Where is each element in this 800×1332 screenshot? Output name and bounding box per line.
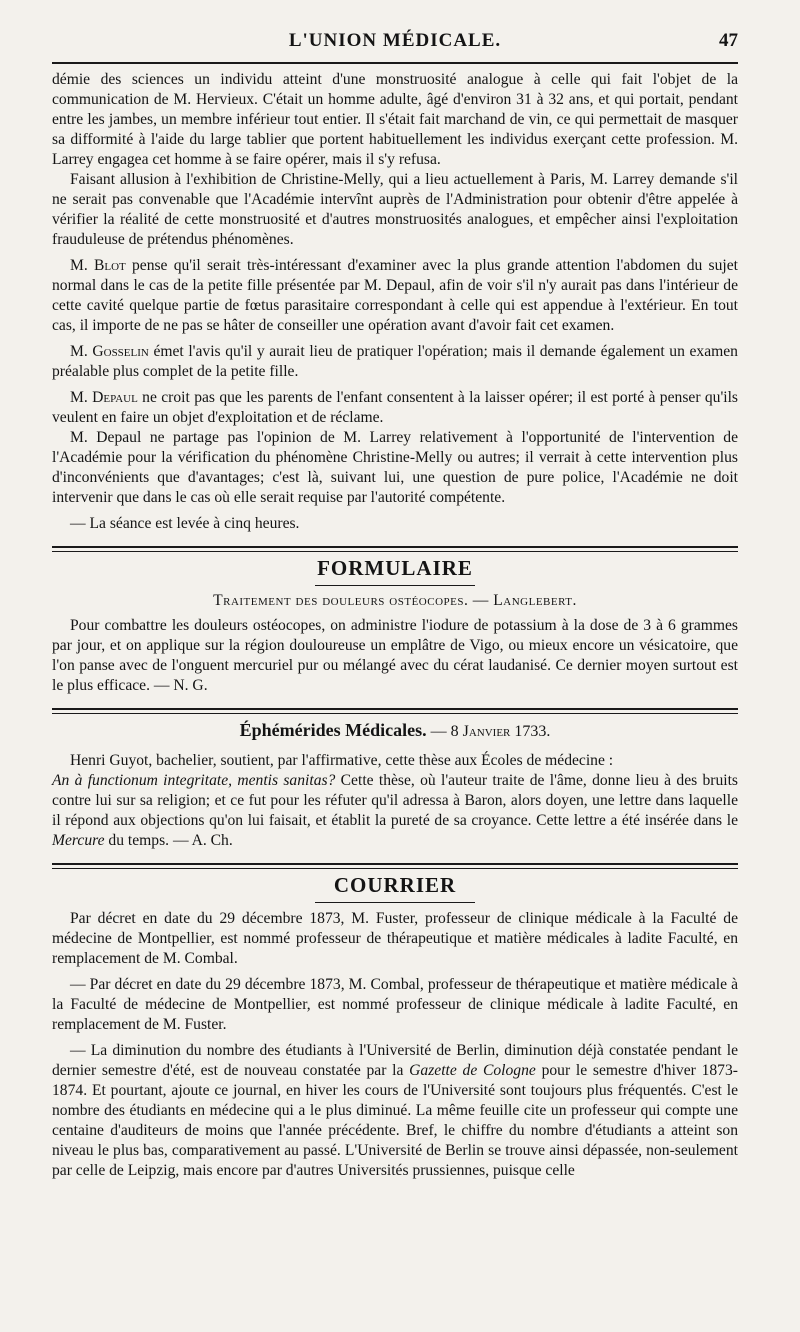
- header-rule: [52, 62, 738, 64]
- speaker-blot: M. Blot: [70, 257, 126, 274]
- paragraph-larrey-request: Faisant allusion à l'exhibition de Christine-Melly, qui a lieu actuellement à Paris, M. Larrey demande s'il ne serait pas convenable que l'Académie intervînt auprès de l'Administration pour obtenir d'être appelée à vérifier la réalité de cette monstruosité et d'autres monstruosités analogues, et empêcher ainsi l'exploitation frauduleuse de prétendus phénomènes.: [52, 171, 738, 248]
- gazette-title: Gazette de Cologne: [409, 1062, 536, 1079]
- ephemerides-intro: Henri Guyot, bachelier, soutient, par l'affirmative, cette thèse aux Écoles de médecine :: [70, 752, 614, 769]
- courrier-section: [52, 909, 738, 1181]
- ephemerides-title: Éphémérides Médicales.: [239, 720, 427, 740]
- ephemerides-text: An à functionum integritate, mentis sanitas? Cette thèse, où l'auteur traite de l'âme, donne lieu à des bruits contre lui sur sa religion; et ce fut pour les réfuter qu'il adressa à Baron, alors doyen, une lettre dans laquelle il répond aux objections qu'on lui faisait, et établit la pureté de sa croyance. Cette lettre a été insérée dans le Mercure du temps. — A. Ch.: [52, 772, 738, 849]
- section-rule: [52, 708, 738, 714]
- courrier-paragraph-berlin: — La diminution du nombre des étudiants à l'Université de Berlin, diminution déjà constatée pendant le dernier semestre d'été, est de nouveau constatée par la Gazette de Cologne pour le semestre d'hiver 1873-1874. Et pourtant, ajoute ce journal, en hiver les cours de l'Université sont toujours plus fréquentés. C'est le nombre des étudiants en médecine qui a le plus diminué. La même feuille cite un professeur qui compte une centaine d'auditeurs de moins que l'année précédente. Bref, le chiffre du nombre d'étudiants a atteint son niveau le plus bas, comparativement au passé. L'Université de Berlin se trouve ainsi dépassée, non-seulement par celle de Leipzig, mais encore par d'autres Universités prussiennes, puisque celle: [52, 1042, 738, 1179]
- mercure-title: Mercure: [52, 832, 105, 849]
- section-rule: [52, 546, 738, 552]
- courrier-paragraph-combal: — Par décret en date du 29 décembre 1873, M. Combal, professeur de thérapeutique et matière médicale à la Faculté de médecine de Montpellier, est nommé professeur de clinique médicale à ladite Faculté, en remplacement de M. Fuster.: [52, 976, 738, 1033]
- formulaire-title: FORMULAIRE: [317, 556, 473, 580]
- formulaire-subtitle: Traitement des douleurs ostéocopes. — Langlebert.: [213, 592, 577, 609]
- paragraph-depaul-opinion: M. Depaul ne partage pas l'opinion de M. Larrey relativement à l'opportunité de l'intervention de l'Académie pour la vérification du phénomène Christine-Melly ou autres; il verrait à cette intervention plus d'inconvénients que d'avantages; c'est là, suivant lui, une question de pure police, l'Académie ne doit intervenir que dans le cas où elle serait requise par l'autorité compétente.: [52, 429, 738, 506]
- courrier-paragraph-fuster: Par décret en date du 29 décembre 1873, M. Fuster, professeur de clinique médicale à la Faculté de médecine de Montpellier, est nommé professeur de thérapeutique et matière médicales à ladite Faculté, en remplacement de M. Combal.: [52, 910, 738, 967]
- running-title: L'UNION MÉDICALE.: [288, 30, 502, 51]
- paragraph-larrey-case: démie des sciences un individu atteint d'une monstruosité analogue à celle qui fait l'objet de la communication de M. Hervieux. C'était un homme adulte, âgé d'environ 31 à 32 ans, et qui portait, pendant entre les jambes, un membre inférieur tout entier. Il s'était fait marchand de vin, ce qui permettait de masquer sa difformité à l'aide du large tablier que portent habituellement les individus exerçant cette profession. M. Larrey engagea cet homme à se faire opérer, mais il s'y refusa.: [52, 71, 738, 168]
- ephemerides-heading: [52, 720, 738, 741]
- courrier-title: COURRIER: [333, 873, 457, 897]
- thesis-title: An à functionum integritate, mentis sanitas?: [52, 772, 336, 789]
- courrier-underline: [315, 902, 475, 903]
- ephemerides-date: — 8 Janvier 1733.: [426, 723, 551, 740]
- paragraph-depaul: M. Depaul ne croit pas que les parents de l'enfant consentent à la laisser opérer; il est porté à penser qu'ils veulent en faire un objet d'exploitation et de réclame.: [52, 389, 739, 426]
- page-number: 47: [719, 30, 738, 51]
- formulaire-text: Pour combattre les douleurs ostéocopes, on administre l'iodure de potassium à la dose de 3 à 6 grammes par jour, et on applique sur la région douloureuse un emplâtre de Vigo, ou mieux encore un vésicatoire, que l'on panse avec de l'onguent mercuriel pur ou mélangé avec du cérat laudanisé. Ce dernier moyen surtout est le plus efficace. — N. G.: [52, 617, 738, 694]
- section-rule: [52, 863, 738, 869]
- paragraph-blot: M. Blot pense qu'il serait très-intéressant d'examiner avec la plus grande attention l'abdomen du sujet normal dans le cas de la petite fille présentée par M. Depaul, afin de voir s'il n'y aurait pas dans l'intérieur de cette cavité quelque partie de fœtus parasitaire correspondant à celle qui est appendue à l'extérieur. En tout cas, il importe de ne pas se hâter de conseiller une opération avant d'avoir fait cet examen.: [52, 257, 738, 334]
- newspaper-page: [52, 0, 738, 1332]
- paragraph-gosselin: M. Gosselin émet l'avis qu'il y aurait lieu de pratiquer l'opération; mais il demande également un examen préalable plus complet de la petite fille.: [52, 343, 738, 380]
- paragraph-closing: — La séance est levée à cinq heures.: [70, 515, 300, 532]
- formulaire-underline: [315, 585, 475, 586]
- speaker-gosselin: M. Gosselin: [70, 343, 149, 360]
- page-header: [52, 30, 738, 54]
- speaker-depaul: M. Depaul: [70, 389, 138, 406]
- academy-report: [52, 70, 738, 534]
